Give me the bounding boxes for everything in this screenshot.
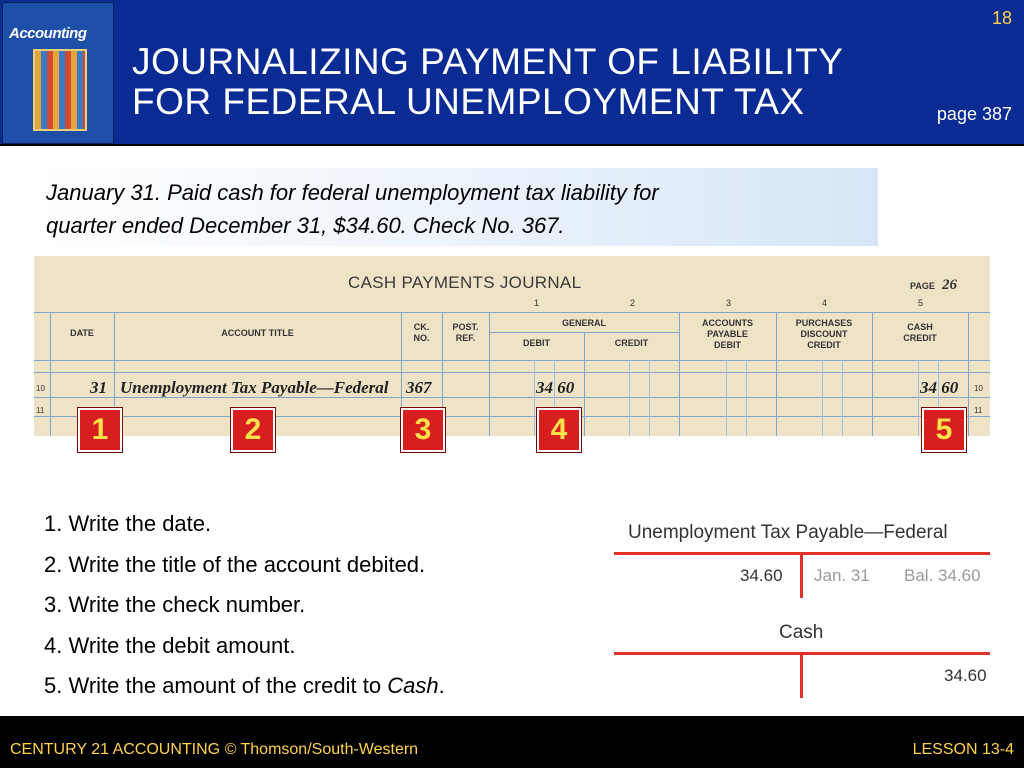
step-badge-1: 1 (78, 408, 122, 452)
header-ck-line-1: CK. (413, 322, 430, 332)
transaction-statement (38, 168, 878, 246)
row-number-10-left: 10 (36, 384, 45, 393)
t-account-stem-uta (800, 552, 803, 598)
transaction-line-1: January 31. Paid cash for federal unemployment tax liability for (46, 180, 659, 205)
step-5-suffix: . (438, 673, 445, 698)
journal-rule (34, 372, 990, 373)
column-number-1: 1 (534, 298, 540, 308)
journal-rule (34, 360, 990, 361)
t-cash-credit: 34.60 (944, 666, 987, 685)
step-badge-5: 5 (922, 408, 966, 452)
cash-payments-journal (34, 256, 990, 436)
header-date: DATE (70, 328, 94, 338)
journal-rule (534, 360, 535, 436)
row-number-10-right: 10 (974, 384, 983, 393)
journal-rule (34, 312, 990, 313)
journal-rule (842, 360, 843, 436)
header-post-line-2: REF. (455, 333, 476, 343)
t-uta-credit-date: Jan. 31 (814, 566, 870, 585)
t-account-name-uta: Unemployment Tax Payable—Federal (628, 522, 948, 543)
journal-title: CASH PAYMENTS JOURNAL (348, 273, 582, 292)
slide-footer (0, 716, 1024, 768)
row-number-11-right: 11 (974, 406, 983, 415)
journal-rule (918, 360, 919, 436)
header-ap-line-1: ACCOUNTS (702, 318, 753, 328)
journal-rule (34, 416, 990, 417)
footer-publisher: CENTURY 21 ACCOUNTING © Thomson/South-Western (10, 741, 419, 758)
header-ck-line-2: NO. (413, 333, 430, 343)
step-2: 2. Write the title of the account debited. (44, 551, 426, 577)
header-pd-line-3: CREDIT (807, 340, 841, 350)
header-post-line-1: POST. (452, 322, 479, 332)
header-account-title: ACCOUNT TITLE (221, 328, 294, 338)
header-accounts-payable-debit (679, 318, 776, 351)
footer-lesson: LESSON 13-4 (912, 741, 1014, 758)
header-ap-line-2: PAYABLE (707, 329, 748, 339)
header-ck-no (401, 322, 442, 344)
page-reference: page 387 (936, 104, 1012, 124)
step-5 (44, 666, 445, 707)
header-purchases-discount-credit (776, 318, 872, 351)
steps-list (44, 504, 445, 707)
header-cash-line-1: CASH (907, 322, 933, 332)
journal-rule (629, 360, 630, 436)
step-5-cash: Cash (387, 673, 439, 698)
journal-rule (726, 360, 727, 436)
entry-date: 31 (90, 378, 107, 397)
header-ap-line-3: DEBIT (714, 340, 741, 350)
title-line-1: JOURNALIZING PAYMENT OF LIABILITY (132, 41, 844, 82)
journal-page-label: PAGE (910, 281, 935, 291)
title-line-2: FOR FEDERAL UNEMPLOYMENT TAX (132, 81, 805, 122)
transaction-line-2: quarter ended December 31, $34.60. Check No. 367. (46, 213, 565, 238)
step-3: 3. Write the check number. (44, 592, 306, 617)
slide-title (132, 42, 843, 122)
journal-rule (489, 312, 490, 436)
header-general: GENERAL (561, 318, 606, 328)
journal-rule (649, 360, 650, 436)
header-general-debit: DEBIT (523, 338, 550, 348)
t-account-stem-cash (800, 652, 803, 698)
slide-header (0, 0, 1024, 146)
step-badge-3: 3 (401, 408, 445, 452)
header-post-ref (442, 322, 489, 344)
textbook-cover-image (2, 2, 114, 144)
slide-number: 18 (991, 8, 1012, 28)
column-number-5: 5 (918, 298, 924, 308)
header-cash-line-2: CREDIT (903, 333, 937, 343)
journal-rule (746, 360, 747, 436)
book-cover-art (33, 49, 87, 131)
t-account-name-cash: Cash (779, 622, 824, 643)
header-cash-credit (872, 322, 968, 344)
header-pd-line-1: PURCHASES (795, 318, 853, 328)
entry-general-debit: 34 60 (536, 378, 575, 397)
journal-rule (968, 312, 969, 436)
book-title: Accounting (9, 25, 87, 42)
column-number-2: 2 (630, 298, 636, 308)
t-accounts (614, 518, 990, 702)
t-uta-debit: 34.60 (740, 566, 783, 585)
column-number-4: 4 (822, 298, 828, 308)
journal-page-number: 26 (942, 277, 957, 293)
step-badge-2: 2 (231, 408, 275, 452)
entry-cash-credit: 34 60 (920, 378, 959, 397)
step-badge-4: 4 (537, 408, 581, 452)
journal-rule (822, 360, 823, 436)
row-number-11-left: 11 (36, 406, 45, 415)
column-number-3: 3 (726, 298, 732, 308)
t-uta-credit-balance: Bal. 34.60 (904, 566, 981, 585)
entry-account-title: Unemployment Tax Payable—Federal (120, 378, 389, 397)
step-1: 1. Write the date. (44, 511, 212, 536)
step-5-prefix: 5. Write the amount of the credit to (44, 673, 388, 698)
header-general-credit: CREDIT (614, 338, 649, 348)
step-4: 4. Write the debit amount. (44, 632, 296, 658)
entry-check-number: 367 (406, 378, 432, 397)
header-pd-line-2: DISCOUNT (800, 329, 848, 339)
